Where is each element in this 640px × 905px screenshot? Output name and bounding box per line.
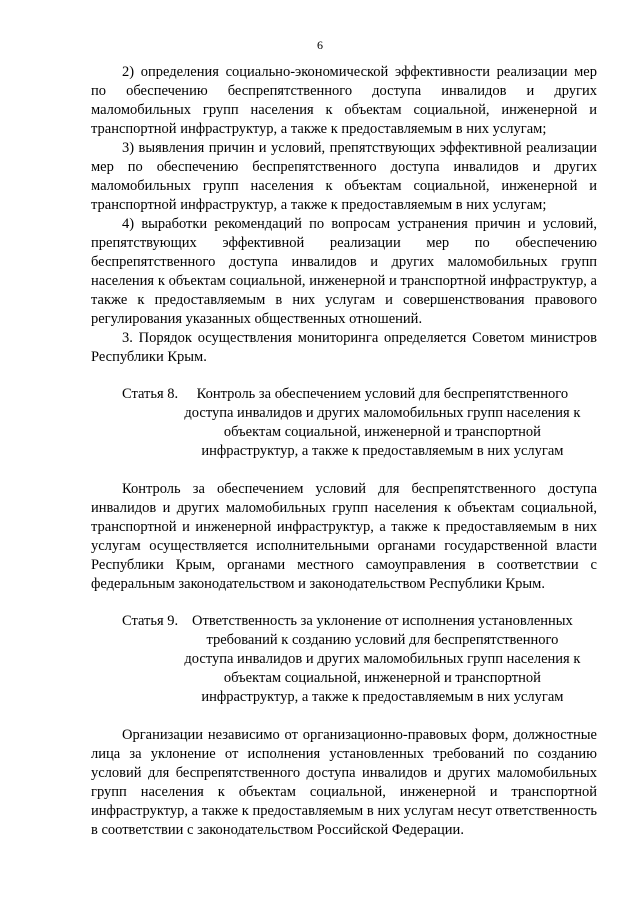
page-number: 6 xyxy=(317,38,323,52)
article-8-body: Контроль за обеспечением условий для беспрепятственного доступа инвалидов и других маломобильных групп населения к объектам социальной, транспортной и инженерной инфраструктур, а также к предоставляемым в них услугам осуществляется исполнительными органами государственной власти Республики Крым, органами местного самоуправления в соответствии с федеральным законодательством и законодательством Республики Крым. xyxy=(91,481,597,592)
paragraph-item-4: 4) выработки рекомендаций по вопросам устранения причин и условий, препятствующих эффективной реализации мер по обеспечению беспрепятственного доступа инвалидов и других маломобильных групп населения к объектам социальной, инженерной и транспортной инфраструктур, а также к предоставляемым в них услугам и совершенствования правового регулирования указанных общественных отношений. xyxy=(91,216,597,327)
article-9-title: Ответственность за уклонение от исполнения установленных требований к созданию условий для беспрепятственного доступа инвалидов и других маломобильных групп населения к объектам социальной, инженерной и транспортной инфраструктур, а также к предоставляемым в них услугам xyxy=(184,613,581,705)
article-9-heading xyxy=(91,612,597,707)
article-9-label: Статья 9. xyxy=(122,613,182,629)
article-8-title: Контроль за обеспечением условий для беспрепятственного доступа инвалидов и других маломобильных групп населения к объектам социальной, инженерной и транспортной инфраструктур, а также к предоставляемым в них услугам xyxy=(184,386,581,459)
article-8-label: Статья 8. xyxy=(122,386,182,402)
article-9-body: Организации независимо от организационно-правовых форм, должностные лица за уклонение от исполнения установленных требований по созданию условий для беспрепятственного доступа инвалидов и других маломобильных групп населения к объектам социальной, инженерной и транспортной инфраструктур, а также к предоставляемым в них услугам несут ответственность в соответствии с законодательством Российской Федерации. xyxy=(91,727,597,838)
paragraph-item-3: 3) выявления причин и условий, препятствующих эффективной реализации мер по обеспечению беспрепятственного доступа инвалидов и других маломобильных групп населения к объектам социальной, инженерной и транспортной инфраструктур, а также к предоставляемым в них услугам; xyxy=(91,140,597,213)
article-8-heading xyxy=(91,385,597,461)
paragraph-item-2: 2) определения социально-экономической эффективности реализации мер по обеспечению беспрепятственного доступа инвалидов и других маломобильных групп населения к объектам социальной, инженерной и транспортной инфраструктур, а также к предоставляемым в них услугам; xyxy=(91,64,597,137)
document-body xyxy=(91,63,597,840)
paragraph-section-3: 3. Порядок осуществления мониторинга определяется Советом министров Республики Крым. xyxy=(91,330,597,365)
